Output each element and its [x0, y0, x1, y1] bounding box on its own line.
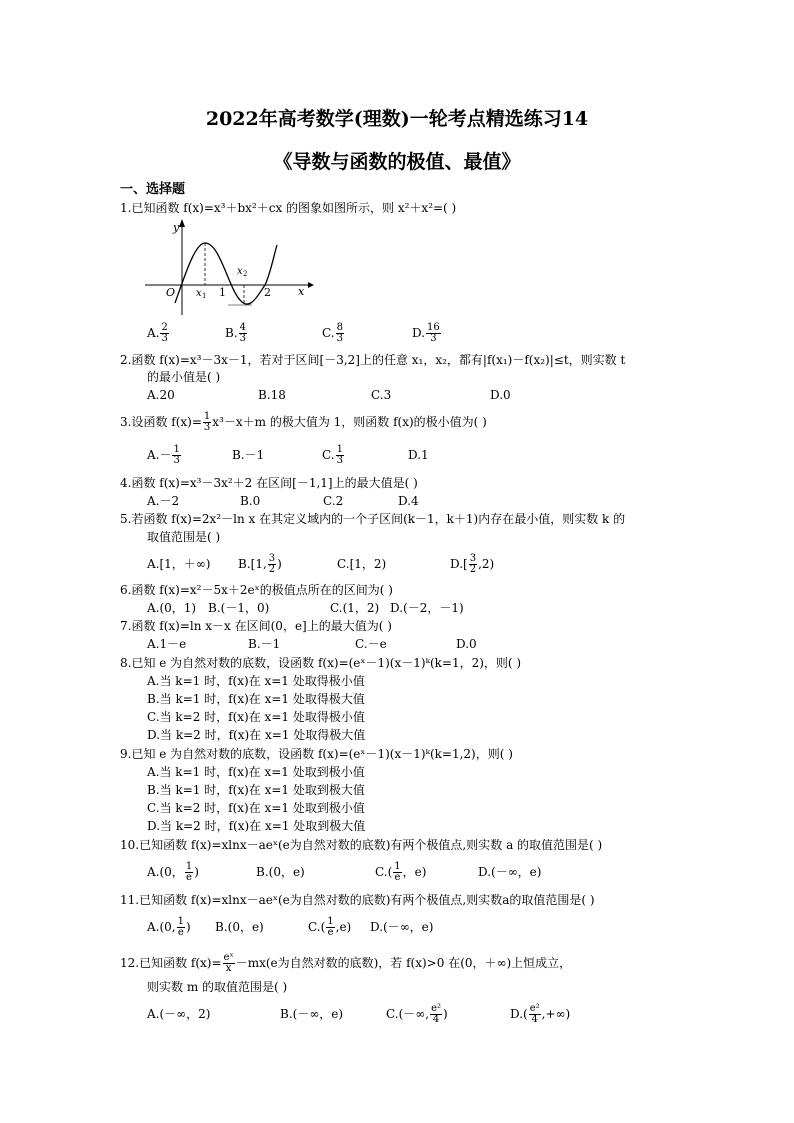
question-9: 9.已知 e 为自然对数的底数，设函数 f(x)=(eˣ－1)(x－1)ᵏ(k=1,2)，则( ): [120, 747, 513, 761]
question-11: 11.已知函数 f(x)=xlnx－aeˣ(e为自然对数的底数)有两个极值点,则实数a的取值范围是( ): [120, 893, 595, 907]
q4-option-d: D.4: [398, 494, 419, 508]
q8-option-a: A.当 k=1 时，f(x)在 x=1 处取得极小值: [147, 674, 365, 688]
question-1: 1.已知函数 f(x)=x³＋bx²＋cx 的图象如图所示，则 x²＋x²=( ): [120, 201, 457, 215]
q2-option-d: D.0: [490, 388, 511, 402]
q11-option-a: A.(0, $\frac{1}{e}$ ): [147, 916, 191, 938]
graph-x1-sub: 1: [202, 292, 207, 300]
q2-option-b: B.18: [258, 388, 286, 402]
question-3: 3.设函数 f(x)= $\frac{1}{3}$ x³－x＋m 的极大值为 1，则函数 f(x)的极小值为( ): [120, 411, 487, 433]
q4-option-a: A.－2: [147, 494, 180, 508]
question-4: 4.函数 f(x)=x³－3x²＋2 在区间[－1,1]上的最大值是( ): [120, 476, 418, 490]
q5-option-c: C.[1，2): [337, 557, 387, 571]
graph-y-label: y: [173, 221, 180, 234]
q10-option-c: C.( $\frac{1}{e}$ ，e): [375, 861, 427, 883]
q2-option-c: C.3: [371, 388, 392, 402]
graph-x2-sub: 2: [243, 270, 248, 278]
q9-option-a: A.当 k=1 时，f(x)在 x=1 处取到极小值: [147, 765, 365, 779]
q6-option-b: B.(－1，0): [208, 601, 270, 615]
q2-option-a: A.20: [147, 388, 175, 402]
q6-option-a: A.(0，1): [147, 601, 197, 615]
question-10: 10.已知函数 f(x)=xlnx－aeˣ(e为自然对数的底数)有两个极值点,则实数 a 的取值范围是( ): [120, 838, 603, 852]
q12-option-c: C.(－∞, $\frac{\text{e²}}{4}$ ): [386, 1003, 448, 1025]
question-5-cont: 取值范围是( ): [147, 530, 221, 544]
q3-option-a: A.－ $\frac{1}{3}$: [147, 444, 180, 466]
section-heading: 一、选择题: [120, 182, 186, 197]
q7-option-c: C.－e: [355, 637, 387, 651]
q12-option-d: D.( $\frac{\text{e²}}{4}$ ,+∞): [510, 1003, 571, 1025]
q10-option-d: D.(－∞，e): [478, 865, 542, 879]
q4-option-b: B.0: [240, 494, 261, 508]
question-12-cont: 则实数 m 的取值范围是( ): [147, 980, 288, 994]
q7-option-b: B.－1: [248, 637, 281, 651]
q10-option-b: B.(0，e): [256, 865, 305, 879]
q7-option-a: A.1－e: [147, 637, 187, 651]
q12-option-a: A.(－∞，2): [147, 1007, 211, 1021]
q8-option-b: B.当 k=1 时，f(x)在 x=1 处取得极大值: [147, 692, 365, 706]
q7-option-d: D.0: [456, 637, 477, 651]
question-7: 7.函数 f(x)=ln x－x 在区间(0，e]上的最大值为( ): [120, 619, 392, 633]
q3-option-c: C. $\frac{1}{3}$: [322, 444, 343, 466]
function-graph: [140, 215, 315, 320]
question-2: 2.函数 f(x)=x³－3x－1，若对于区间[－3,2]上的任意 x₁，x₂，都有|f(x₁)－f(x₂)|≤t，则实数 t: [120, 353, 626, 367]
q6-option-d: D.(－2，－1): [390, 601, 464, 615]
graph-x-label: x: [298, 285, 305, 298]
question-5: 5.若函数 f(x)=2x²－ln x 在其定义域内的一个子区间(k－1，k＋1)内存在最小值，则实数 k 的: [120, 512, 626, 526]
q6-option-c: C.(1，2): [330, 601, 380, 615]
graph-x2-label: x: [237, 266, 243, 277]
q10-option-a: A.(0， $\frac{1}{e}$ ): [147, 861, 199, 883]
question-2-cont: 的最小值是( ): [147, 370, 221, 384]
question-6: 6.函数 f(x)=x²－5x＋2eˣ的极值点所在的区间为( ): [120, 583, 393, 597]
document-subtitle: 《导数与函数的极值、最值》: [273, 151, 521, 173]
q5-option-d: D.[ $\frac{3}{2}$ ,2): [450, 553, 495, 575]
q4-option-c: C.2: [323, 494, 344, 508]
question-8: 8.已知 e 为自然对数的底数，设函数 f(x)=(eˣ－1)(x－1)ᵏ(k=1，2)，则( ): [120, 656, 522, 670]
graph-origin-label: O: [166, 286, 176, 299]
q1-option-d: D. $\frac{16}{3}$: [412, 322, 440, 344]
q8-option-c: C.当 k=2 时，f(x)在 x=1 处取得极小值: [147, 710, 365, 724]
question-12: 12.已知函数 f(x)= $\frac{\text{eˣ}}{x}$ －mx(e为自然对数的底数)，若 f(x)>0 在(0，＋∞)上恒成立，: [120, 952, 572, 974]
q5-option-a: A.[1，＋∞): [147, 557, 211, 571]
q9-option-c: C.当 k=2 时，f(x)在 x=1 处取到极小值: [147, 801, 365, 815]
graph-one-label: 1: [219, 286, 226, 299]
q5-option-b: B.[1, $\frac{3}{2}$ ): [238, 553, 282, 575]
q1-option-b: B. $\frac{4}{3}$: [225, 322, 247, 344]
q3-option-b: B.－1: [232, 448, 265, 462]
q11-option-b: B.(0，e): [215, 920, 264, 934]
q12-option-b: B.(－∞，e): [280, 1007, 344, 1021]
q11-option-c: C.( $\frac{1}{e}$ ,e): [308, 916, 352, 938]
q1-option-a: A. $\frac{2}{3}$: [147, 322, 168, 344]
q9-option-d: D.当 k=2 时，f(x)在 x=1 处取到极大值: [147, 819, 366, 833]
q9-option-b: B.当 k=1 时，f(x)在 x=1 处取到极大值: [147, 783, 365, 797]
q1-option-c: C. $\frac{8}{3}$: [322, 322, 343, 344]
q8-option-d: D.当 k=2 时，f(x)在 x=1 处取得极大值: [147, 728, 366, 742]
graph-x1-label: x: [196, 288, 202, 299]
q3-option-d: D.1: [408, 448, 429, 462]
graph-two-label: 2: [264, 286, 271, 299]
document-title: 2022年高考数学(理数)一轮考点精选练习14: [205, 108, 589, 130]
q11-option-d: D.(－∞，e): [370, 920, 434, 934]
